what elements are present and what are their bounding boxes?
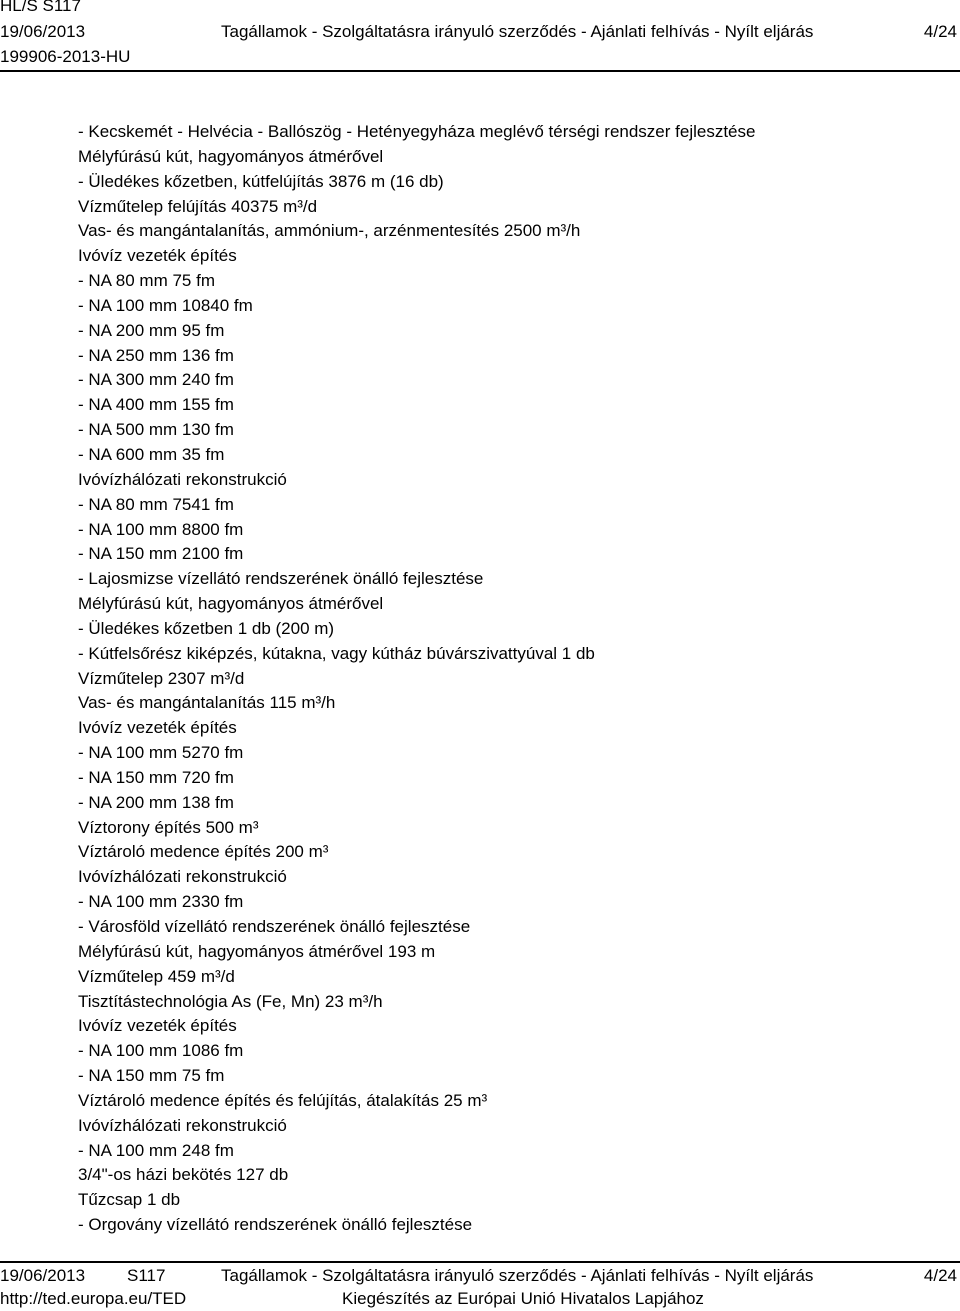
content-line: - NA 100 mm 10840 fm — [78, 295, 253, 315]
content-line: - NA 100 mm 2330 fm — [78, 892, 244, 912]
header-divider — [0, 70, 960, 72]
content-line: Vízműtelep felújítás 40375 m³/d — [78, 196, 318, 216]
footer-date: 19/06/2013 — [0, 1266, 86, 1285]
footer-series: S117 — [127, 1266, 166, 1285]
header-series: HL/S S117 — [0, 0, 81, 15]
content-line: - Orgovány vízellátó rendszerének önálló fejlesztése — [78, 1215, 473, 1235]
footer-divider — [0, 1261, 960, 1263]
content-line: Ivóvízhálózati rekonstrukció — [78, 469, 287, 489]
header-date: 19/06/2013 — [0, 22, 86, 41]
footer-url[interactable]: http://ted.europa.eu/TED — [0, 1289, 187, 1308]
footer-page-number: 4/24 — [923, 1266, 957, 1285]
content-line: Vízműtelep 2307 m³/d — [78, 668, 245, 688]
content-line: Víztároló medence építés 200 m³ — [78, 842, 329, 862]
content-line: Mélyfúrású kút, hagyományos átmérővel — [78, 594, 384, 614]
content-line: - NA 150 mm 720 fm — [78, 767, 234, 787]
content-line: Víztároló medence építés és felújítás, átalakítás 25 m³ — [78, 1090, 488, 1110]
content-line: Tisztítástechnológia As (Fe, Mn) 23 m³/h — [78, 991, 383, 1011]
content-line: Mélyfúrású kút, hagyományos átmérővel 193 m — [78, 941, 436, 961]
content-line: - Üledékes kőzetben, kútfelújítás 3876 m (16 db) — [78, 171, 444, 191]
content-line: - NA 200 mm 138 fm — [78, 792, 234, 812]
content-line: Mélyfúrású kút, hagyományos átmérővel — [78, 146, 384, 166]
content-line: Vízműtelep 459 m³/d — [78, 966, 235, 986]
content-line: - NA 150 mm 2100 fm — [78, 544, 244, 564]
content-line: Ivóvíz vezeték építés — [78, 246, 237, 266]
content-line: - Kecskemét - Helvécia - Ballószög - Hetényegyháza meglévő térségi rendszer fejlesztése — [78, 122, 756, 141]
content-line: - NA 100 mm 248 fm — [78, 1140, 234, 1160]
header-page-number: 4/24 — [923, 22, 957, 41]
content-line: - Városföld vízellátó rendszerének önálló fejlesztése — [78, 917, 471, 936]
content-line: - NA 400 mm 155 fm — [78, 395, 234, 415]
content-line: Ivóvízhálózati rekonstrukció — [78, 867, 287, 887]
header-title: Tagállamok - Szolgáltatásra irányuló szerződés - Ajánlati felhívás - Nyílt eljárás — [221, 22, 814, 41]
content-line: - Lajosmizse vízellátó rendszerének önálló fejlesztése — [78, 569, 484, 589]
content-line: - NA 250 mm 136 fm — [78, 345, 234, 365]
content-line: - NA 100 mm 5270 fm — [78, 743, 244, 763]
content-line: - NA 80 mm 7541 fm — [78, 494, 234, 514]
content-line: Vas- és mangántalanítás 115 m³/h — [78, 693, 336, 713]
content-line: 3/4"-os házi bekötés 127 db — [78, 1165, 289, 1185]
content-line: Ivóvízhálózati rekonstrukció — [78, 1115, 287, 1135]
content-line: - NA 100 mm 8800 fm — [78, 519, 244, 539]
header-doc-id: 199906-2013-HU — [0, 47, 131, 66]
content-line: - Kútfelsőrész kiképzés, kútakna, vagy kútház búvárszivattyúval 1 db — [78, 643, 595, 663]
content-line: - Üledékes kőzetben 1 db (200 m) — [78, 618, 335, 638]
content-line: Ivóvíz vezeték építés — [78, 718, 237, 738]
content-line: Ivóvíz vezeték építés — [78, 1016, 237, 1036]
content-line: - NA 500 mm 130 fm — [78, 420, 234, 440]
content-line: Víztorony építés 500 m³ — [78, 817, 259, 837]
content-line: - NA 100 mm 1086 fm — [78, 1041, 244, 1061]
content-line: Tűzcsap 1 db — [78, 1190, 181, 1210]
footer-title: Tagállamok - Szolgáltatásra irányuló szerződés - Ajánlati felhívás - Nyílt eljárás — [221, 1266, 814, 1285]
content-line: Vas- és mangántalanítás, ammónium-, arzénmentesítés 2500 m³/h — [78, 221, 581, 241]
content-line: - NA 200 mm 95 fm — [78, 320, 225, 340]
document-body — [78, 120, 948, 1238]
content-line: - NA 300 mm 240 fm — [78, 370, 234, 390]
content-line: - NA 150 mm 75 fm — [78, 1066, 225, 1086]
content-line: - NA 600 mm 35 fm — [78, 444, 225, 464]
content-line: - NA 80 mm 75 fm — [78, 271, 215, 291]
footer-supplement: Kiegészítés az Európai Unió Hivatalos Lapjához — [342, 1289, 704, 1308]
